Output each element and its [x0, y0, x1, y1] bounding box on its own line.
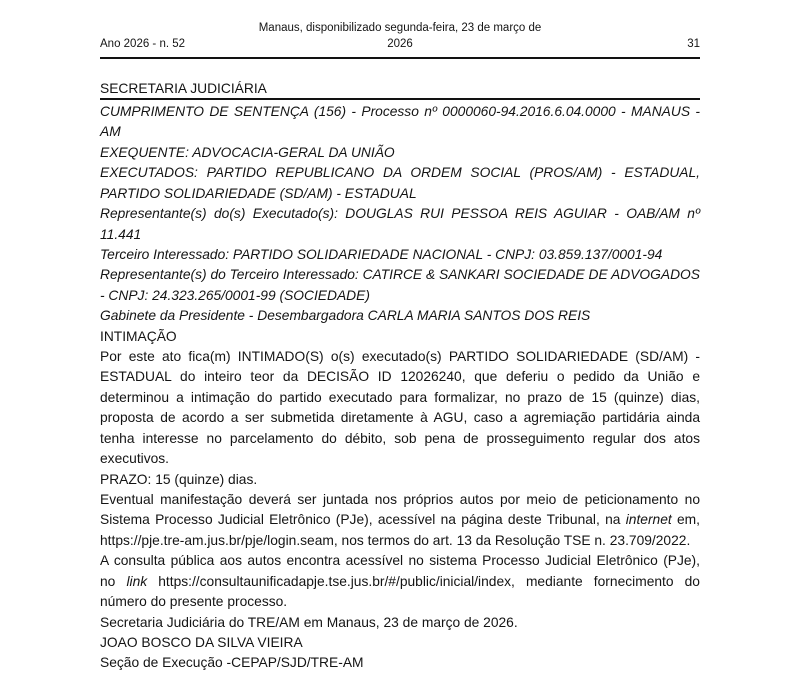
page-header	[100, 20, 700, 59]
gazette-page	[0, 20, 800, 671]
text-segment: A consulta pública aos autos encontra acessível no sistema Processo Judicial Eletrônico (PJe), no	[100, 553, 700, 589]
intimacao-heading	[100, 327, 700, 347]
text-segment: EXEQUENTE: ADVOCACIA-GERAL DA UNIÃO	[100, 144, 395, 160]
section-title: SECRETARIA JUDICIÁRIA	[100, 81, 700, 100]
peticionamento-paragraph	[100, 490, 700, 551]
closing-line	[100, 613, 700, 633]
representante-terceiro-line	[100, 265, 700, 306]
publication-info-line-1: Manaus, disponibilizado segunda-feira, 23 de março de	[258, 22, 542, 34]
text-segment: Terceiro Interessado: PARTIDO SOLIDARIEDADE NACIONAL - CNPJ: 03.859.137/0001-94	[100, 246, 663, 262]
text-segment: INTIMAÇÃO	[100, 328, 177, 344]
text-segment: Por este ato fica(m) INTIMADO(S) o(s) executado(s) PARTIDO SOLIDARIEDADE (SD/AM) - ESTADUAL do inteiro teor da DECISÃO ID 12026240, que deferiu o pedido da União e determinou a intimação do partido executado para formalizar, no prazo de 15 (quinze) dias, proposta de acordo a ser submetida diretamente à AGU, caso a agremiação partidária ainda tenha interesse no parcelamento do débito, sob pena de prosseguimento regular dos atos executivos.	[100, 349, 700, 467]
text-segment: Representante(s) do Terceiro Interessado: CATIRCE & SANKARI SOCIEDADE DE ADVOGADOS - CNPJ: 24.323.265/0001-99 (SOCIEDADE)	[100, 267, 700, 303]
text-segment: Eventual manifestação deverá ser juntada nos próprios autos por meio de peticionamento no Sistema Processo Judicial Eletrônico (PJe), acessível na página deste Tribunal, na	[100, 492, 700, 528]
process-header-line	[100, 102, 700, 143]
representante-executados-line	[100, 204, 700, 245]
text-segment: PRAZO: 15 (quinze) dias.	[100, 471, 258, 487]
text-segment: link	[126, 573, 148, 589]
edition-label: Ano 2026 - n. 52	[100, 38, 186, 50]
signatory-name	[100, 633, 700, 653]
consulta-publica-paragraph	[100, 551, 700, 612]
text-segment: em, https://pje.tre-am.jus.br/pje/login.seam, nos termos do art. 13 da Resolução TSE n. 23.709/2022.	[100, 512, 700, 548]
executados-line	[100, 163, 700, 204]
signatory-unit	[100, 653, 700, 673]
gabinete-line	[100, 306, 700, 326]
exequente-line	[100, 143, 700, 163]
text-segment: internet	[625, 512, 672, 528]
prazo-line	[100, 470, 700, 490]
text-segment: Secretaria Judiciária do TRE/AM em Manaus, 23 de março de 2026.	[100, 614, 518, 630]
text-segment: Representante(s) do(s) Executado(s): DOUGLAS RUI PESSOA REIS AGUIAR - OAB/AM nº 11.441	[100, 206, 700, 242]
intimacao-body-paragraph	[100, 347, 700, 470]
publication-info-line-2: 2026	[387, 38, 413, 50]
text-segment: JOAO BOSCO DA SILVA VIEIRA	[100, 634, 303, 650]
document-body	[100, 102, 700, 674]
text-segment: CUMPRIMENTO DE SENTENÇA (156) - Processo nº 0000060-94.2016.6.04.0000 - MANAUS - AM	[100, 104, 700, 140]
terceiro-interessado-line	[100, 245, 700, 265]
publication-info	[259, 20, 542, 52]
page-number: 31	[687, 38, 701, 50]
text-segment: Gabinete da Presidente - Desembargadora CARLA MARIA SANTOS DOS REIS	[100, 308, 591, 324]
text-segment: EXECUTADOS: PARTIDO REPUBLICANO DA ORDEM SOCIAL (PROS/AM) - ESTADUAL, PARTIDO SOLIDARIEDADE (SD/AM) - ESTADUAL	[100, 165, 700, 201]
text-segment: https://consultaunificadapje.tse.jus.br/#/public/inicial/index, mediante fornecimento do número do presente processo.	[100, 573, 700, 610]
text-segment: Seção de Execução -CEPAP/SJD/TRE-AM	[100, 655, 364, 671]
